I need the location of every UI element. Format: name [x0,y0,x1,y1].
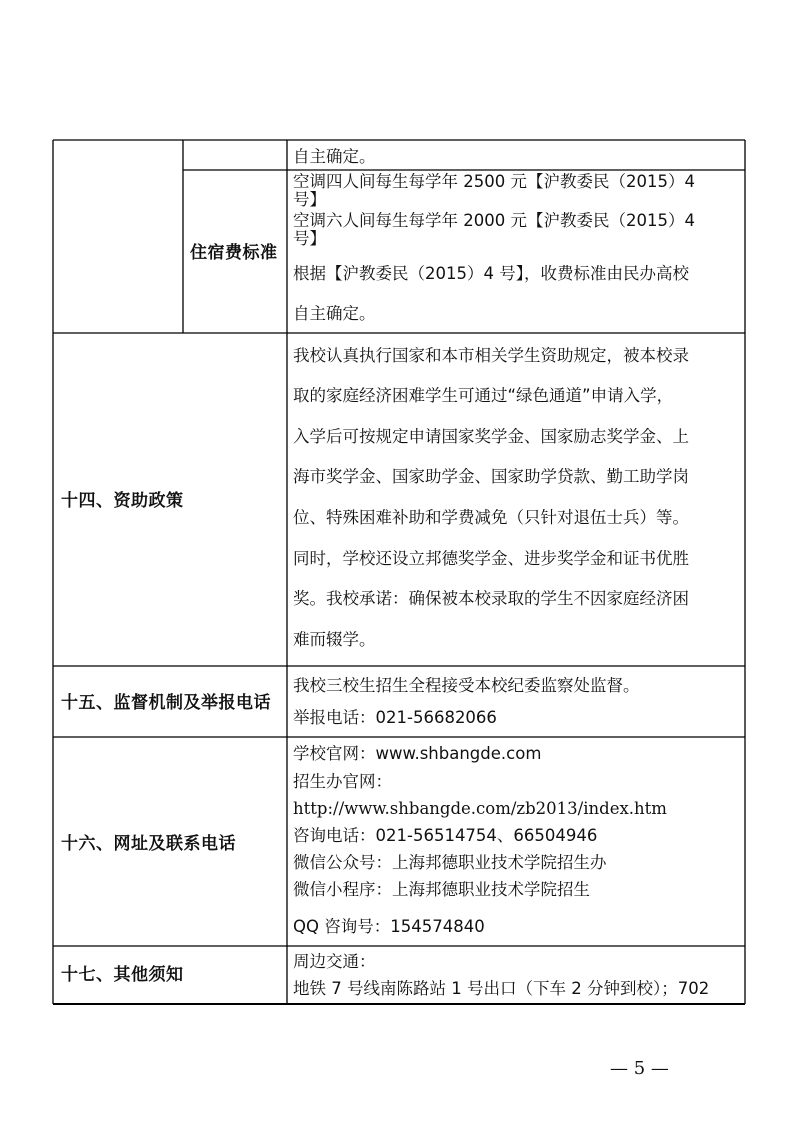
accommodation-fee-label: 住宿费标准 [190,243,278,263]
contact-label: 十六、网址及联系电话 [61,834,236,854]
text-line: 难而辍学。 [293,630,376,649]
text-line: 周边交通： [293,952,376,971]
supervision-content [293,666,743,737]
text-line: 号】 [293,229,326,248]
text-line: 招生办官网： [293,772,392,791]
text-line: 入学后可按规定申请国家奖学金、国家励志奖学金、上 [293,427,689,446]
supervision-label: 十五、监督机制及举报电话 [61,693,271,713]
qq-number: QQ 咨询号：154574840 [293,917,485,936]
wechat-miniprogram: 微信小程序：上海邦德职业技术学院招生 [293,880,590,899]
text-line: 海市奖学金、国家助学金、国家助学贷款、勤工助学岗 [293,467,689,486]
financial-aid-label: 十四、资助政策 [61,491,184,511]
consult-phone: 咨询电话：021-56514754、66504946 [293,826,598,845]
school-website[interactable]: 学校官网：www.shbangde.com [293,744,542,763]
text-line: 自主确定。 [293,304,376,323]
text-line: 取的家庭经济困难学生可通过“绿色通道”申请入学， [293,386,674,405]
financial-aid-content [293,333,743,666]
text-line: 根据【沪教委民（2015）4 号】，收费标准由民办高校 [293,264,689,283]
text-line: 号】 [293,190,326,209]
text-line: 空调六人间每生每学年 2000 元【沪教委民（2015）4 [293,211,695,230]
other-notes-label: 十七、其他须知 [61,965,184,985]
text-line: 地铁 7 号线南陈路站 1 号出口（下车 2 分钟到校）；702 [293,979,710,998]
admissions-website-link[interactable]: http://www.shbangde.com/zb2013/index.htm [293,799,667,818]
text-line: 空调四人间每生每学年 2500 元【沪教委民（2015）4 [293,172,695,191]
fee-note-text: 自主确定。 [293,147,376,166]
text-line: 我校认真执行国家和本市相关学生资助规定，被本校录 [293,346,689,365]
page-number: — 5 — [610,1058,669,1079]
contact-content [293,737,743,946]
wechat-account: 微信公众号：上海邦德职业技术学院招生办 [293,853,607,872]
text-line: 我校三校生招生全程接受本校纪委监察处监督。 [293,676,640,695]
text-line: 奖。我校承诺：确保被本校录取的学生不因家庭经济困 [293,589,689,608]
accommodation-fee-content [293,170,743,333]
other-notes-content [293,946,743,1004]
text-line: 同时，学校还设立邦德奖学金、进步奖学金和证书优胜 [293,549,689,568]
text-line: 位、特殊困难补助和学费减免（只针对退伍士兵）等。 [293,508,689,527]
report-phone: 举报电话：021-56682066 [293,708,497,727]
